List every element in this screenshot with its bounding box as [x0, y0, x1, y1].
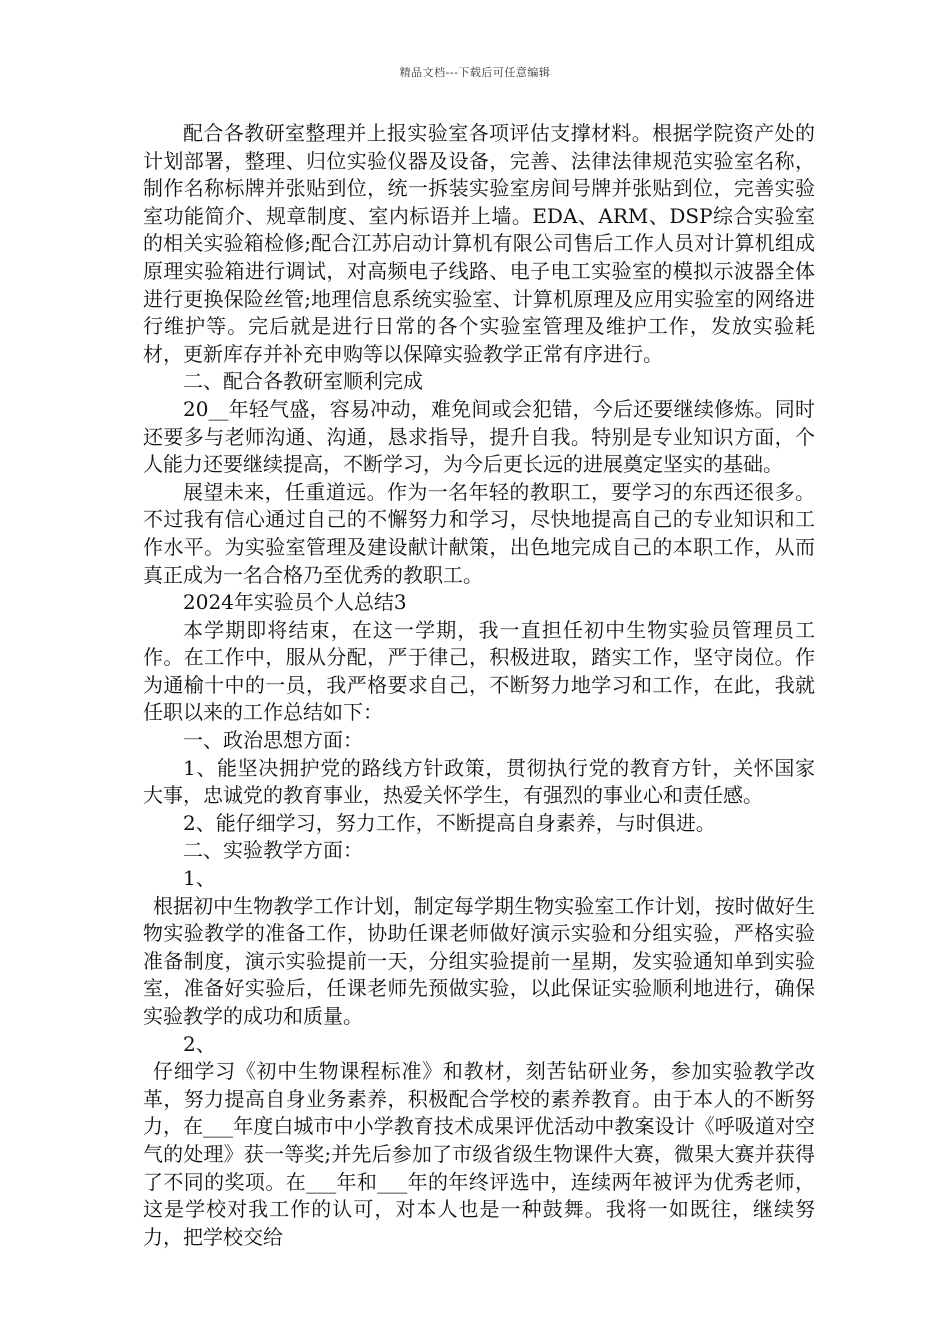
paragraph-lab-materials: 配合各教研室整理并上报实验室各项评估支撑材料。根据学院资产处的计划部署，整理、归位实验仪器及设备，完善、法律法律规范实验室名称，制作名称标牌并张贴到位，统一拆装实验室房间号牌并张贴到位，完善实验室功能简介、规章制度、室内标语并上墙。EDA、ARM、DSP综合实验室的相关实验箱检修;配合江苏启动计算机有限公司售后工作人员对计算机组成原理实验箱进行调试，对高频电子线路、电子电工实验室的模拟示波器全体进行更换保险丝管;地理信息系统实验室、计算机原理及应用实验室的网络进行维护等。完后就是进行日常的各个实验室管理及维护工作，发放实验耗材，更新库存并补充申购等以保障实验教学正常有序进行。: [143, 121, 815, 366]
section-heading-political: 一、政治思想方面：: [183, 728, 363, 753]
paragraph-political-1: 1、能坚决拥护党的路线方针政策，贯彻执行党的教育方针，关怀国家大事，忠诚党的教育事业，热爱关怀学生，有强烈的事业心和责任感。: [143, 755, 815, 808]
paragraph-self-improvement: 20__年轻气盛，容易冲动，难免间或会犯错，今后还要继续修炼。同时还要多与老师沟通、沟通，恳求指导，提升自我。特别是专业知识方面，个人能力还要继续提高，不断学习，为今后更长远的进展奠定坚实的基础。: [143, 396, 815, 477]
paragraph-outlook: 展望未来，任重道远。作为一名年轻的教职工，要学习的东西还很多。不过我有信心通过自己的不懈努力和学习，尽快地提高自己的专业知识和工作水平。为实验室管理及建设献计献策，出色地完成自己的本职工作，从而真正成为一名合格乃至优秀的教职工。: [143, 479, 815, 587]
paragraph-political-2: 2、能仔细学习，努力工作，不断提高自身素养，与时俱进。: [183, 810, 716, 835]
section-heading-teaching: 二、实验教学方面：: [183, 838, 363, 863]
paragraph-teaching-2: 仔细学习《初中生物课程标准》和教材，刻苦钻研业务，参加实验教学改革，努力提高自身业务素养，积极配合学校的素养教育。由于本人的不断努力，在___年度白城市中小学教育技术成果评优活动中教案设计《呼吸道对空气的处理》获一等奖;并先后参加了市级省级生物课件大赛，微果大赛并获得了不同的奖项。在___年和___年的年终评选中，连续两年被评为优秀老师，这是学校对我工作的认可，对本人也是一种鼓舞。我将一如既往，继续努力，把学校交给: [143, 1059, 815, 1249]
paragraph-teaching-1: 根据初中生物教学工作计划，制定每学期生物实验室工作计划，按时做好生物实验教学的准备工作，协助任课老师做好演示实验和分组实验，严格实验准备制度，演示实验提前一天，分组实验提前一星期，发实验通知单到实验室，准备好实验后，任课老师先预做实验，以此保证实验顺利地进行，确保实验教学的成功和质量。: [143, 893, 815, 1028]
section-title-summary-3: 2024年实验员个人总结3: [183, 590, 407, 615]
section-heading-cooperate: 二、配合各教研室顺利完成: [183, 369, 423, 394]
paragraph-intro: 本学期即将结束，在这一学期，我一直担任初中生物实验员管理员工作。在工作中，服从分配，严于律己，积极进取，踏实工作，坚守岗位。作为通榆十中的一员，我严格要求自己，不断努力地学习和工作，在此，我就任职以来的工作总结如下：: [143, 617, 815, 725]
item-number-1: 1、: [183, 866, 216, 891]
page-header: 精品文档---下载后可任意编辑: [399, 66, 551, 79]
item-number-2: 2、: [183, 1031, 216, 1056]
document-body: [143, 120, 815, 1251]
